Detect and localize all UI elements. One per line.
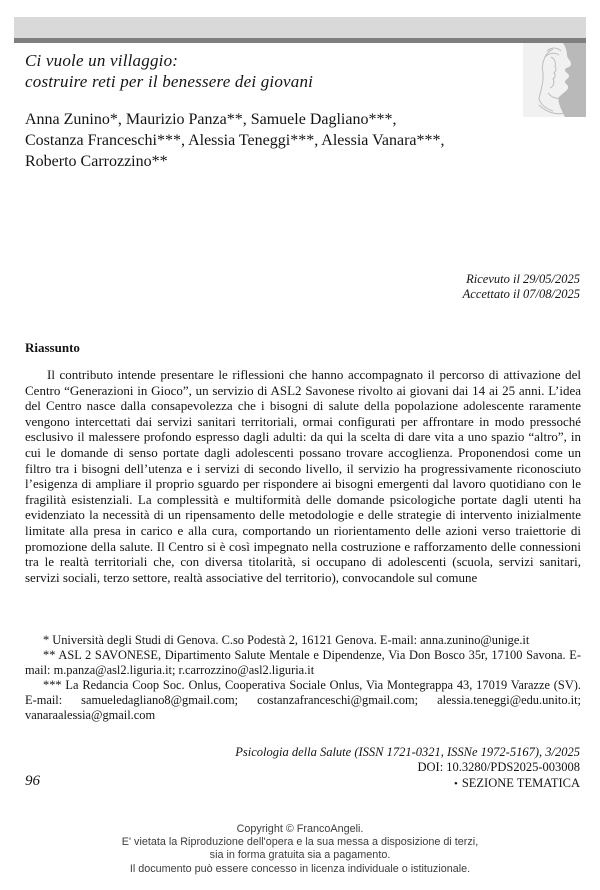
authors-line: Roberto Carrozzino** bbox=[25, 153, 168, 170]
abstract-heading: Riassunto bbox=[25, 340, 80, 355]
authors-line: Costanza Franceschi***, Alessia Teneggi***, Alessia Vanara***, bbox=[25, 132, 445, 149]
header-band bbox=[14, 17, 586, 38]
copyright-line: sia in forma gratuita sia a pagamento. bbox=[209, 849, 391, 862]
submission-dates bbox=[463, 272, 580, 302]
copyright-line: E' vietata la Riproduzione dell'opera e la sua messa a disposizione di terzi, bbox=[121, 836, 479, 849]
two-profiles-sketch-icon bbox=[523, 43, 586, 117]
copyright-notice bbox=[0, 823, 600, 876]
footnote-affiliation-2: ** ASL 2 SAVONESE, Dipartimento Salute Mentale e Dipendenze, Via Don Bosco 35r, 17100 Savona. E-mail: m.panza@asl2.liguria.it; r.carrozzino@asl2.liguria.it bbox=[25, 648, 581, 677]
section-label-block bbox=[454, 776, 580, 791]
section-label: SEZIONE TEMATICA bbox=[461, 776, 580, 790]
copyright-line: Il documento può essere concesso in licenza individuale o istituzionale. bbox=[129, 862, 471, 875]
doi-line: DOI: 10.3280/PDS2025-003008 bbox=[417, 760, 580, 774]
page-number: 96 bbox=[25, 773, 40, 789]
copyright-line: Copyright © FrancoAngeli. bbox=[236, 823, 364, 835]
received-date: Ricevuto il 29/05/2025 bbox=[466, 272, 580, 286]
header-rule bbox=[14, 38, 586, 43]
article-title-line1: Ci vuole un villaggio: bbox=[25, 51, 179, 70]
article-title-line2: costruire reti per il benessere dei giovani bbox=[25, 72, 314, 91]
section-bullet-icon: • bbox=[453, 778, 458, 790]
publisher-logo-image bbox=[523, 43, 586, 117]
authors bbox=[25, 109, 445, 172]
accepted-date: Accettato il 07/08/2025 bbox=[462, 287, 580, 301]
journal-issn-line: Psicologia della Salute (ISSN 1721-0321, ISSNe 1972-5167), 3/2025 bbox=[235, 745, 580, 759]
footnote-affiliation-3: *** La Redancia Coop Soc. Onlus, Cooperativa Sociale Onlus, Via Montegrappa 43, 17019 Varazze (SV). E-mail: samueledagliano8@gmail.com; costanzafranceschi@gmail.com; alessia.teneggi@edu.unito.it; vanaraalessia@gmail.com bbox=[25, 678, 581, 722]
footnotes bbox=[25, 633, 581, 723]
journal-info bbox=[235, 745, 580, 775]
authors-line: Anna Zunino*, Maurizio Panza**, Samuele Dagliano***, bbox=[25, 111, 397, 128]
footnote-affiliation-1: * Università degli Studi di Genova. C.so Podestà 2, 16121 Genova. E-mail: anna.zunino@unige.it bbox=[43, 633, 530, 647]
abstract-text: Il contributo intende presentare le riflessioni che hanno accompagnato il percorso di attivazione del Centro “Generazioni in Gioco”, un servizio di ASL2 Savonese rivolto ai giovani dai 14 ai 25 anni. L’idea del Centro nasce dalla consapevolezza che i bisogni di salute della popolazione adolescente raramente vengono intercettati dai servizi sanitari territoriali, ormai configurati per affrontare in modo pressoché esclusivo il malessere profondo espresso dagli adulti: da qui la scelta di dare vita a uno spazio “altro”, in cui le domande di senso portate dagli adolescenti possano trovare accoglienza. Proponendosi come un filtro tra i bisogni dell’utenza e i servizi di secondo livello, il servizio ha progressivamente riconosciuto l’esigenza di ampliare il proprio sguardo per rispondere ai bisogni emergenti dal lavoro quotidiano con le fragilità esistenziali. La complessità e multiformità delle domande psicologiche portate dagli utenti ha evidenziato la necessità di un ripensamento delle metodologie e delle strategie di intervento inizialmente limitate alla presa in carico e alla cura, comportando un riorientamento delle azioni verso traiettorie di promozione della salute. Il Centro si è così impegnato nella costruzione e rafforzamento delle connessioni tra le realtà territoriali che, con diversa titolarità, si occupano di adolescenti (scuola, servizi sanitari, servizi sociali, terzo settore, realtà associative del territorio), convocandole sul comune bbox=[25, 367, 581, 585]
article-title bbox=[25, 50, 313, 92]
